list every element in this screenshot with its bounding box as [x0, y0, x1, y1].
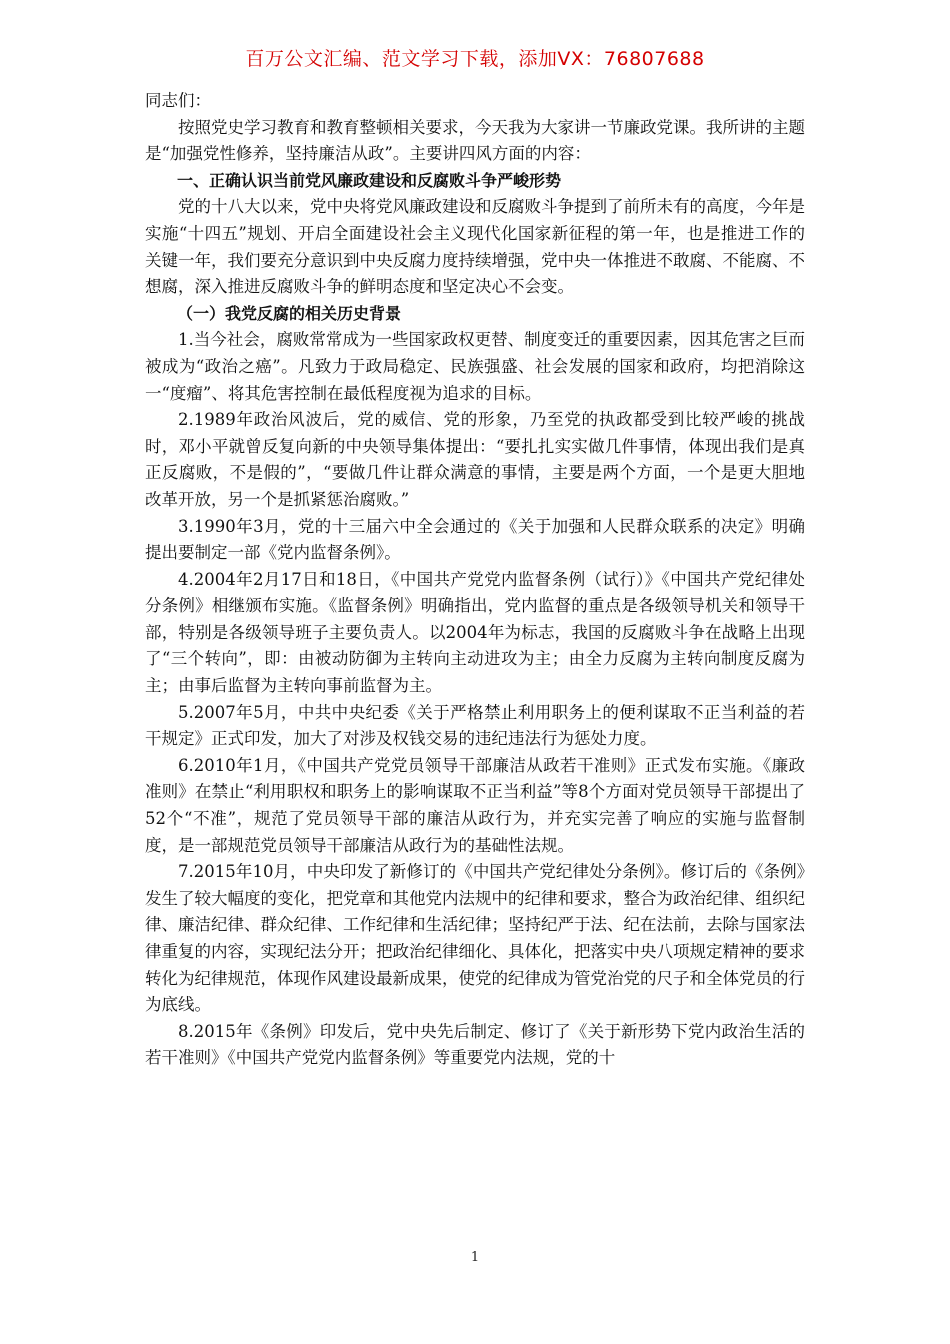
list-item: 1.当今社会，腐败常常成为一些国家政权更替、制度变迁的重要因素，因其危害之巨而被成为“政治之癌”。凡致力于政局稳定、民族强盛、社会发展的国家和政府，均把消除这一“度瘤”、将其危害控制在最低程度视为追求的目标。 [145, 330, 805, 403]
list-item: 2.1989年政治风波后，党的威信、党的形象，乃至党的执政都受到比较严峻的挑战时，邓小平就曾反复向新的中央领导集体提出：“要扎扎实实做几件事情，体现出我们是真正反腐败，不是假的”，“要做几件让群众满意的事情，主要是两个方面，一个是更大胆地改革开放，另一个是抓紧惩治腐败。” [145, 410, 805, 509]
greeting: 同志们： [145, 91, 211, 110]
list-item: 6.2010年1月，《中国共产党党员领导干部廉洁从政若干准则》正式发布实施。《廉政准则》在禁止“利用职权和职务上的影响谋取不正当利益”等8个方面对党员领导干部提出了52个“不准”，规范了党员领导干部的廉洁从政行为，并充实完善了响应的实施与监督制度，是一部规范党员领导干部廉洁从政行为的基础性法规。 [145, 755, 805, 855]
list-item: 5.2007年5月，中共中央纪委《关于严格禁止利用职务上的便利谋取不正当利益的若干规定》正式印发，加大了对涉及权钱交易的违纪违法行为惩处力度。 [145, 702, 805, 749]
list-item: 4.2004年2月17日和18日，《中国共产党党内监督条例（试行）》《中国共产党纪律处分条例》相继颁布实施。《监督条例》明确指出，党内监督的重点是各级领导机关和领导干部，特别是各级领导班子主要负责人。以2004年为标志，我国的反腐败斗争在战略上出现了“三个转向”，即：由被动防御为主转向主动进攻为主；由全力反腐为主转向制度反腐为主；由事后监督为主转向事前监督为主。 [145, 569, 805, 696]
section-1-heading: 一、正确认识当前党风廉政建设和反腐败斗争严峻形势 [177, 170, 562, 190]
page-number: 1 [470, 1250, 480, 1265]
list-item: 7.2015年10月，中央印发了新修订的《中国共产党纪律处分条例》。修订后的《条例》发生了较大幅度的变化，把党章和其他党内法规中的纪律和要求，整合为政治纪律、组织纪律、廉洁纪律、群众纪律、工作纪律和生活纪律；坚持纪严于法、纪在法前，去除与国家法律重复的内容，实现纪法分开；把政治纪律细化、具体化，把落实中央八项规定精神的要求转化为纪律规范，体现作风建设最新成果，使党的纪律成为管党治党的尺子和全体党员的行为底线。 [145, 862, 805, 1015]
section-1-paragraph: 党的十八大以来，党中央将党风廉政建设和反腐败斗争提到了前所未有的高度，今年是实施“十四五”规划、开启全面建设社会主义现代化国家新征程的第一年，也是推进工作的关键一年，我们要充分意识到中央反腐力度持续增强，党中央一体推进不敢腐、不能腐、不想腐，深入推进反腐败斗争的鲜明态度和坚定决心不会变。 [145, 197, 805, 297]
list-item: 8.2015年《条例》印发后，党中央先后制定、修订了《关于新形势下党内政治生活的若干准则》《中国共产党党内监督条例》等重要党内法规，党的十 [145, 1021, 805, 1068]
document-body [145, 88, 805, 1072]
intro-paragraph: 按照党史学习教育和教育整顿相关要求，今天我为大家讲一节廉政党课。我所讲的主题是“加强党性修养，坚持廉洁从政”。主要讲四风方面的内容： [145, 117, 805, 164]
header-banner: 百万公文汇编、范文学习下载，添加VX：76807688 [245, 48, 705, 70]
subsection-1-heading: （一）我党反腐的相关历史背景 [177, 303, 402, 323]
list-item: 3.1990年3月，党的十三届六中全会通过的《关于加强和人民群众联系的决定》明确提出要制定一部《党内监督条例》。 [145, 516, 805, 563]
